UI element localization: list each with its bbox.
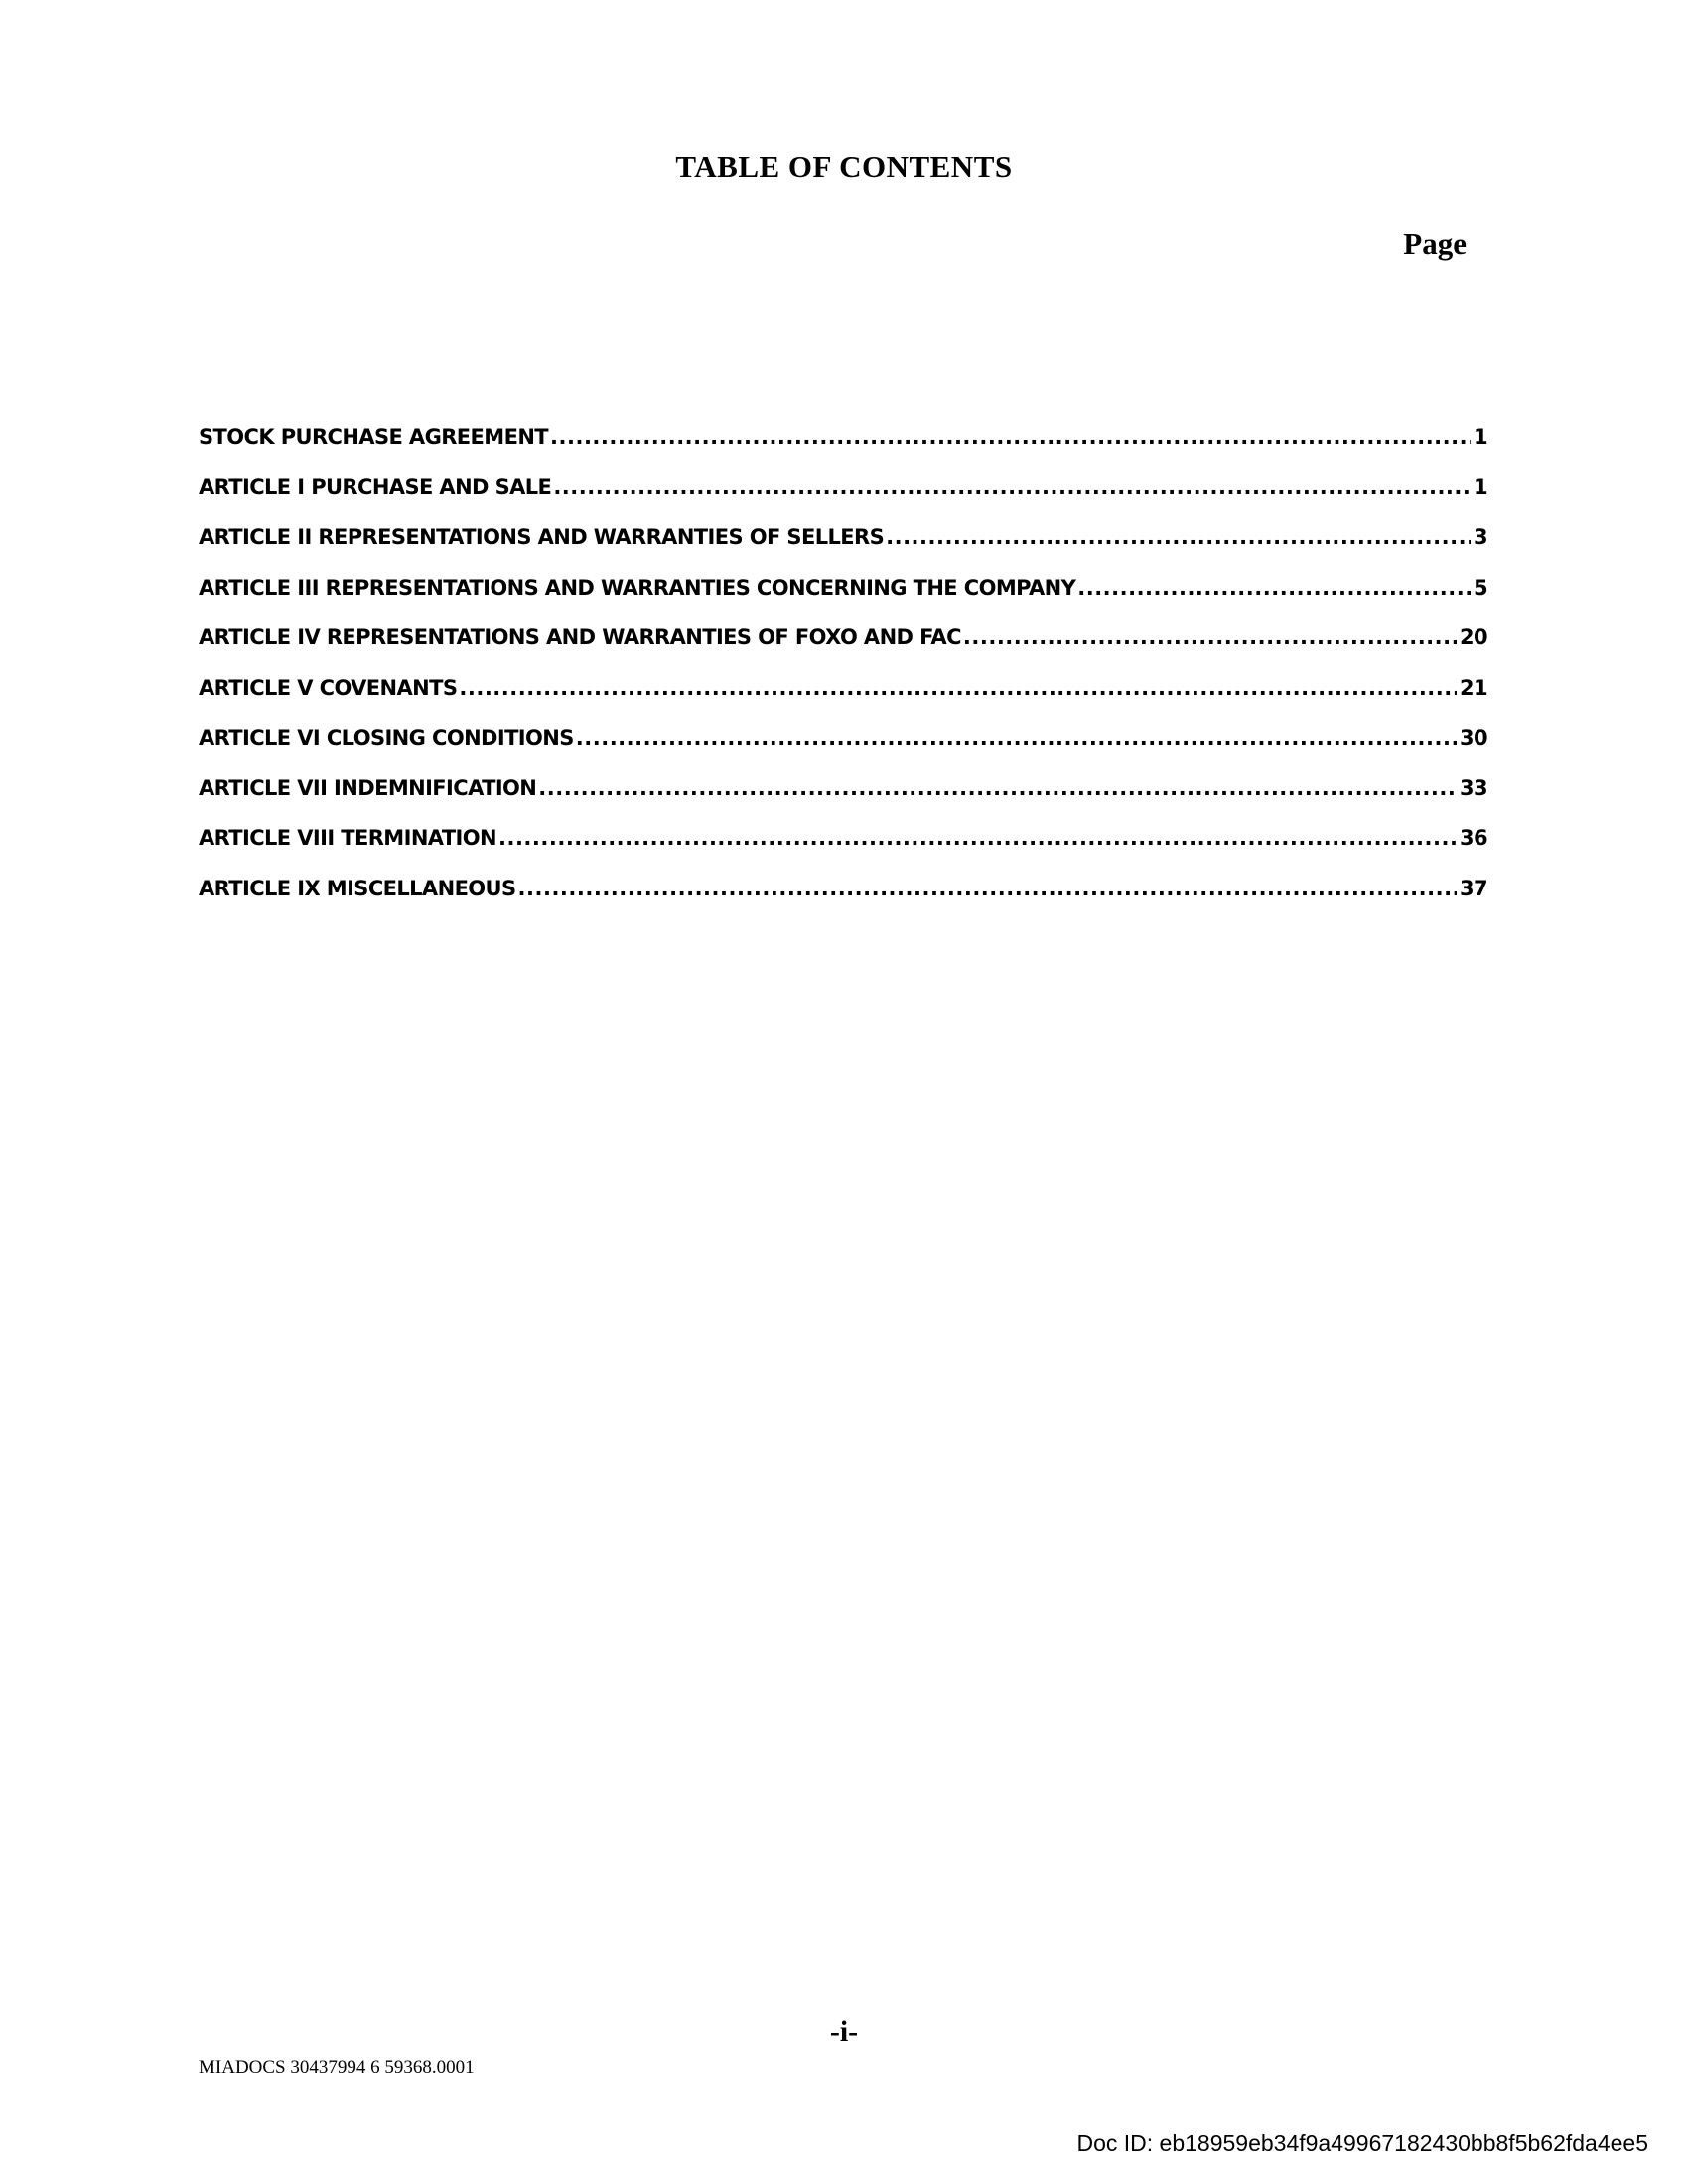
toc-entry-label: ARTICLE VI CLOSING CONDITIONS [199, 726, 574, 750]
toc-entry-page: 1 [1473, 475, 1487, 499]
toc-entry-article-ix[interactable] [199, 872, 1487, 922]
toc-entry-label: ARTICLE II REPRESENTATIONS AND WARRANTIES OF SELLERS [199, 525, 885, 549]
toc-entry-page: 21 [1459, 675, 1487, 700]
toc-entry-page: 3 [1473, 525, 1487, 549]
toc-entry-article-viii[interactable] [199, 821, 1487, 872]
document-title: TABLE OF CONTENTS [675, 149, 1013, 184]
dot-leader [459, 671, 1457, 705]
toc-entry-label: ARTICLE III REPRESENTATIONS AND WARRANTIES CONCERNING THE COMPANY [199, 575, 1076, 600]
dot-leader [518, 872, 1457, 905]
toc-entry-page: 20 [1459, 625, 1487, 649]
toc-entry-article-iii[interactable] [199, 571, 1487, 621]
toc-entry-article-i[interactable] [199, 471, 1487, 521]
toc-entry-page: 1 [1473, 425, 1487, 449]
toc-entry-stock-purchase-agreement[interactable] [199, 420, 1487, 471]
footer-doc-id: Doc ID: eb18959eb34f9a49967182430bb8f5b62fda4ee5 [1076, 2130, 1648, 2156]
dot-leader [576, 721, 1457, 754]
toc-entry-label: ARTICLE V COVENANTS [199, 675, 458, 700]
toc-entry-label: ARTICLE VII INDEMNIFICATION [199, 775, 537, 800]
toc-entry-article-v[interactable] [199, 671, 1487, 722]
footer-page-number: -i- [829, 2015, 859, 2048]
toc-entry-article-vi[interactable] [199, 721, 1487, 771]
toc-entry-article-vii[interactable] [199, 771, 1487, 822]
toc-entry-label: ARTICLE IV REPRESENTATIONS AND WARRANTIES OF FOXO AND FAC [199, 625, 961, 649]
toc-entry-page: 36 [1459, 826, 1487, 850]
toc-entry-label: ARTICLE VIII TERMINATION [199, 826, 496, 850]
dot-leader [553, 471, 1471, 504]
footer-doc-reference: MIADOCS 30437994 6 59368.0001 [199, 2057, 475, 2078]
dot-leader [538, 771, 1457, 805]
dot-leader [498, 821, 1457, 855]
dot-leader [963, 620, 1457, 654]
toc-entry-page: 33 [1459, 775, 1487, 800]
toc-entry-page: 37 [1459, 876, 1487, 900]
toc-entry-label: STOCK PURCHASE AGREEMENT [199, 425, 549, 449]
toc-entry-article-iv[interactable] [199, 620, 1487, 671]
dot-leader [550, 420, 1471, 454]
toc-entry-article-ii[interactable] [199, 520, 1487, 571]
toc-entry-label: ARTICLE I PURCHASE AND SALE [199, 475, 552, 499]
page-column-header: Page [1403, 226, 1467, 261]
toc-entry-page: 5 [1473, 575, 1487, 600]
table-of-contents [199, 420, 1487, 921]
toc-entry-label: ARTICLE IX MISCELLANEOUS [199, 876, 516, 900]
dot-leader [886, 520, 1471, 554]
dot-leader [1077, 571, 1471, 605]
toc-entry-page: 30 [1459, 726, 1487, 750]
